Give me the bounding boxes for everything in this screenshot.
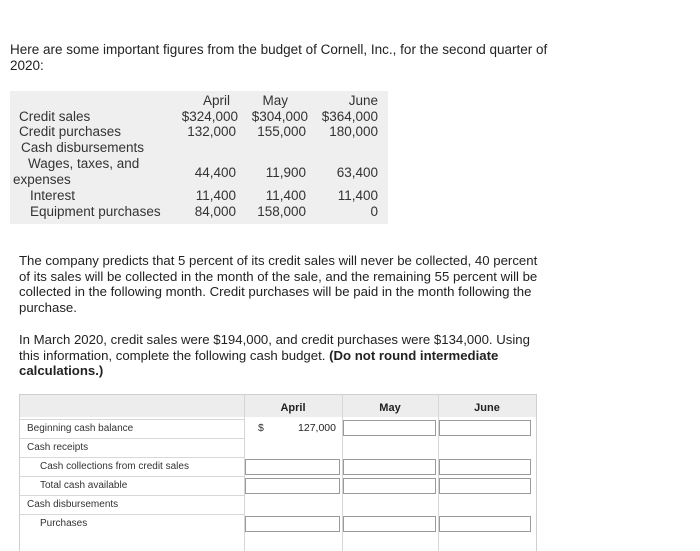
cash-collections-june-input[interactable] [439, 459, 531, 475]
interest-april: 11,400 [195, 188, 236, 203]
instructions-text [19, 332, 544, 379]
label-equipment-purchases: Equipment purchases [30, 204, 161, 219]
purchases-april-input[interactable] [245, 516, 340, 532]
intro-text: Here are some important figures from the budget of Cornell, Inc., for the second quarter of 2020: [10, 42, 548, 73]
total-cash-may-input[interactable] [343, 478, 436, 494]
instructions-bold: (Do not round intermediate calculations.) [19, 347, 499, 378]
instructions-main: In March 2020, credit sales were $194,000, and credit purchases were $134,000. Using this information, complete the following cash budget. [19, 332, 530, 363]
budget-header-may: May [262, 93, 288, 108]
beginning-balance-june-input[interactable] [439, 420, 531, 436]
credit-purchases-april: 132,000 [187, 124, 236, 139]
credit-sales-june: $364,000 [321, 109, 378, 124]
row-purchases: Purchases [20, 514, 244, 534]
wages-april: 44,400 [194, 165, 236, 180]
row-cash-collections: Cash collections from credit sales [20, 457, 244, 477]
budget-header-april: April [202, 93, 230, 108]
total-cash-april-input[interactable] [245, 478, 340, 494]
budget-header-june: June [348, 93, 378, 108]
credit-purchases-may: 155,000 [257, 124, 306, 139]
equipment-may: 158,000 [257, 204, 306, 219]
col-header-june: June [474, 402, 500, 414]
wages-may: 11,900 [265, 165, 306, 180]
credit-sales-april: $324,000 [181, 109, 238, 124]
label-wages-line2: expenses [13, 172, 71, 187]
credit-purchases-june: 180,000 [329, 124, 378, 139]
interest-may: 11,400 [265, 188, 306, 203]
cash-budget-table [19, 394, 537, 551]
row-beginning-cash-balance: Beginning cash balance [20, 419, 244, 439]
beginning-balance-may-input[interactable] [343, 420, 436, 436]
label-cash-disbursements: Cash disbursements [21, 140, 145, 155]
dollar-sign: $ [258, 422, 264, 434]
total-cash-june-input[interactable] [439, 478, 531, 494]
cash-collections-april-input[interactable] [245, 459, 340, 475]
equipment-june: 0 [370, 204, 378, 219]
row-cash-receipts: Cash receipts [20, 438, 244, 458]
cash-collections-may-input[interactable] [343, 459, 436, 475]
col-header-april: April [280, 402, 306, 414]
label-credit-sales: Credit sales [19, 109, 91, 124]
equipment-april: 84,000 [194, 204, 236, 219]
collection-assumptions-text: The company predicts that 5 percent of its credit sales will never be collected, 40 percent of its sales will be collected in the month of the sale, and the remaining 55 percent will be collected in the following month. Credit purchases will be paid in the month following the purchase. [19, 253, 538, 315]
purchases-june-input[interactable] [439, 516, 531, 532]
label-wages-line1: Wages, taxes, and [28, 156, 140, 171]
col-header-may: May [379, 402, 401, 414]
credit-sales-may: $304,000 [251, 109, 308, 124]
interest-june: 11,400 [337, 188, 378, 203]
label-credit-purchases: Credit purchases [19, 124, 122, 139]
budget-figures-table [10, 91, 388, 224]
wages-june: 63,400 [336, 165, 378, 180]
row-total-cash-available: Total cash available [20, 476, 244, 496]
purchases-may-input[interactable] [343, 516, 436, 532]
beginning-balance-april: 127,000 [272, 420, 340, 436]
label-interest: Interest [30, 188, 76, 203]
row-cash-disbursements: Cash disbursements [20, 495, 244, 515]
